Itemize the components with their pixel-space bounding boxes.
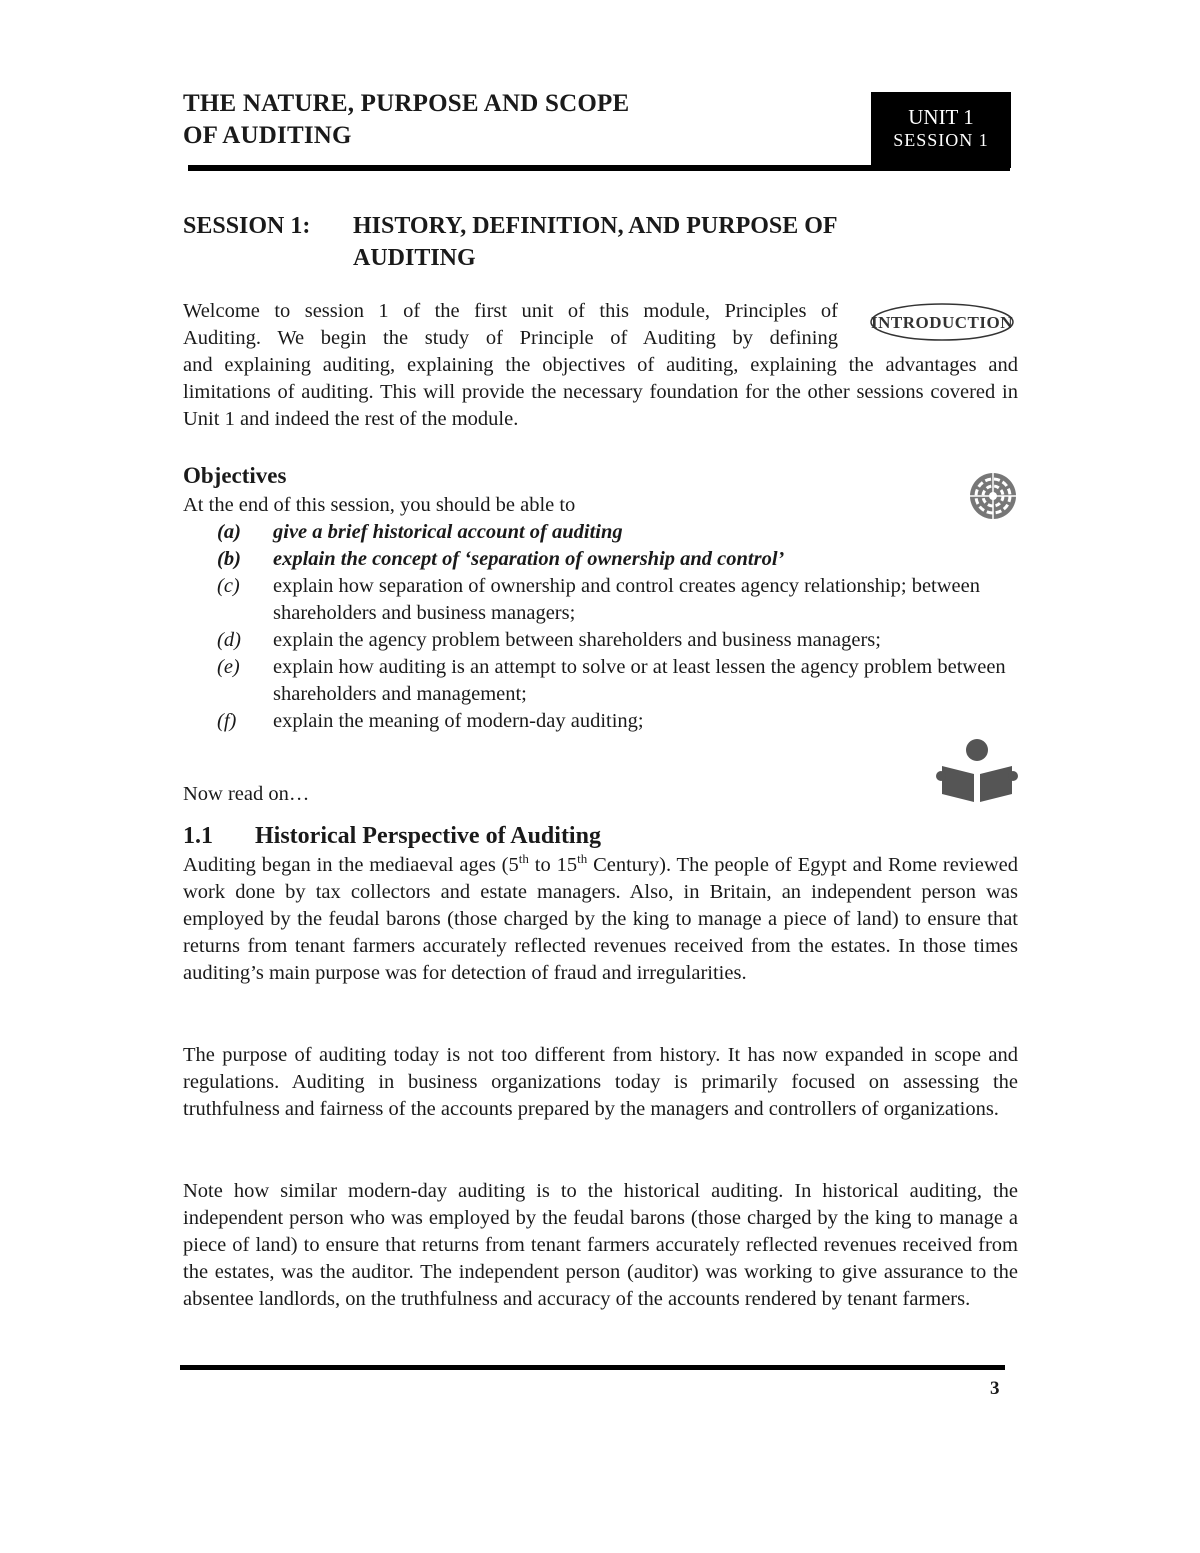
- objective-text: explain how separation of ownership and control creates agency relationship; between shareholders and business managers;: [273, 575, 980, 624]
- objective-label: (e): [217, 656, 240, 678]
- session-title-line1: HISTORY, DEFINITION, AND PURPOSE OF: [353, 213, 838, 239]
- introduction-icon: [869, 301, 1015, 343]
- history-text-c: Century). The people of Egypt and Rome reviewed work done by tax collectors and estate managers. Also, in Britain, an independent person was employed by the feudal barons (those charged by the king to manage a piece of land) to ensure that returns from tenant farmers accurately reflected revenues received from the estates. In those times auditing’s main purpose was for detection of fraud and irregularities.: [183, 854, 1018, 984]
- objective-label: (f): [217, 710, 237, 732]
- module-title-line2: OF AUDITING: [183, 122, 352, 149]
- objective-item: [183, 519, 1023, 546]
- objective-item: [183, 654, 1023, 708]
- header-divider: [188, 165, 1010, 171]
- objective-label: (a): [217, 521, 241, 543]
- comparison-paragraph: Note how similar modern-day auditing is to the historical auditing. In historical auditing, the independent person who was employed by the feudal barons (those charged by the king to manage a piece of land) to ensure that returns from tenant farmers accurately reflected revenues received from the estates, was the auditor. The independent person (auditor) was working to give assurance to the absentee landlords, on the truthfulness and accuracy of the accounts rendered by tenant farmers.: [183, 1180, 1018, 1310]
- objective-item: [183, 546, 1023, 573]
- target-icon: [968, 471, 1018, 521]
- history-text-b: to 15: [528, 854, 578, 876]
- module-title-line1: THE NATURE, PURPOSE AND SCOPE: [183, 90, 630, 117]
- objective-text: explain the meaning of modern-day auditing;: [273, 710, 644, 732]
- session-title: [183, 210, 838, 274]
- session-label: SESSION 1: [893, 130, 989, 150]
- objectives-list: [183, 519, 1023, 735]
- reading-person-icon: [936, 738, 1018, 804]
- section-number: 1.1: [183, 823, 213, 849]
- module-title: [183, 88, 629, 152]
- objective-text: give a brief historical account of auditing: [273, 521, 623, 543]
- unit-session-badge: [871, 92, 1011, 168]
- section-heading: [183, 820, 601, 852]
- objective-item: [183, 573, 1023, 627]
- session-number: SESSION 1:: [183, 213, 311, 239]
- section-title: Historical Perspective of Auditing: [255, 823, 601, 849]
- objective-label: (d): [217, 629, 241, 651]
- objective-item: [183, 708, 1023, 735]
- unit-label: UNIT 1: [908, 105, 974, 129]
- purpose-paragraph: The purpose of auditing today is not too different from history. It has now expanded in scope and regulations. Auditing in business organizations today is primarily focused on assessing the truthfulness and fairness of the accounts prepared by the managers and controllers of organizations.: [183, 1044, 1018, 1120]
- ordinal-suffix: th: [518, 851, 529, 867]
- intro-line1: Welcome to session 1 of the first unit of this module, Principles of: [183, 300, 838, 322]
- page-number: 3: [990, 1378, 1000, 1399]
- session-title-line2: AUDITING: [353, 245, 476, 271]
- objective-text: explain the agency problem between shareholders and business managers;: [273, 629, 881, 651]
- history-paragraph: [183, 852, 1018, 987]
- objective-text: explain the concept of ‘separation of ownership and control’: [273, 548, 785, 570]
- introduction-icon-label: INTRODUCTION: [870, 313, 1014, 332]
- ordinal-suffix: th: [577, 851, 588, 867]
- read-on-text: Now read on…: [183, 783, 310, 805]
- objective-text: explain how auditing is an attempt to solve or at least lessen the agency problem between shareholders and management;: [273, 656, 1006, 705]
- objective-label: (c): [217, 575, 240, 597]
- objective-item: [183, 627, 1023, 654]
- intro-rest: and explaining auditing, explaining the objectives of auditing, explaining the advantages and limitations of auditing. This will provide the necessary foundation for the other sessions covered in Unit 1 and indeed the rest of the module.: [183, 354, 1018, 430]
- objective-label: (b): [217, 548, 241, 570]
- objectives-heading: Objectives: [183, 463, 287, 488]
- intro-line2: Auditing. We begin the study of Principle of Auditing by defining: [183, 327, 838, 349]
- footer-divider: [180, 1365, 1005, 1370]
- history-text-a: Auditing began in the mediaeval ages (5: [183, 854, 519, 876]
- objectives-intro: At the end of this session, you should be able to: [183, 494, 576, 516]
